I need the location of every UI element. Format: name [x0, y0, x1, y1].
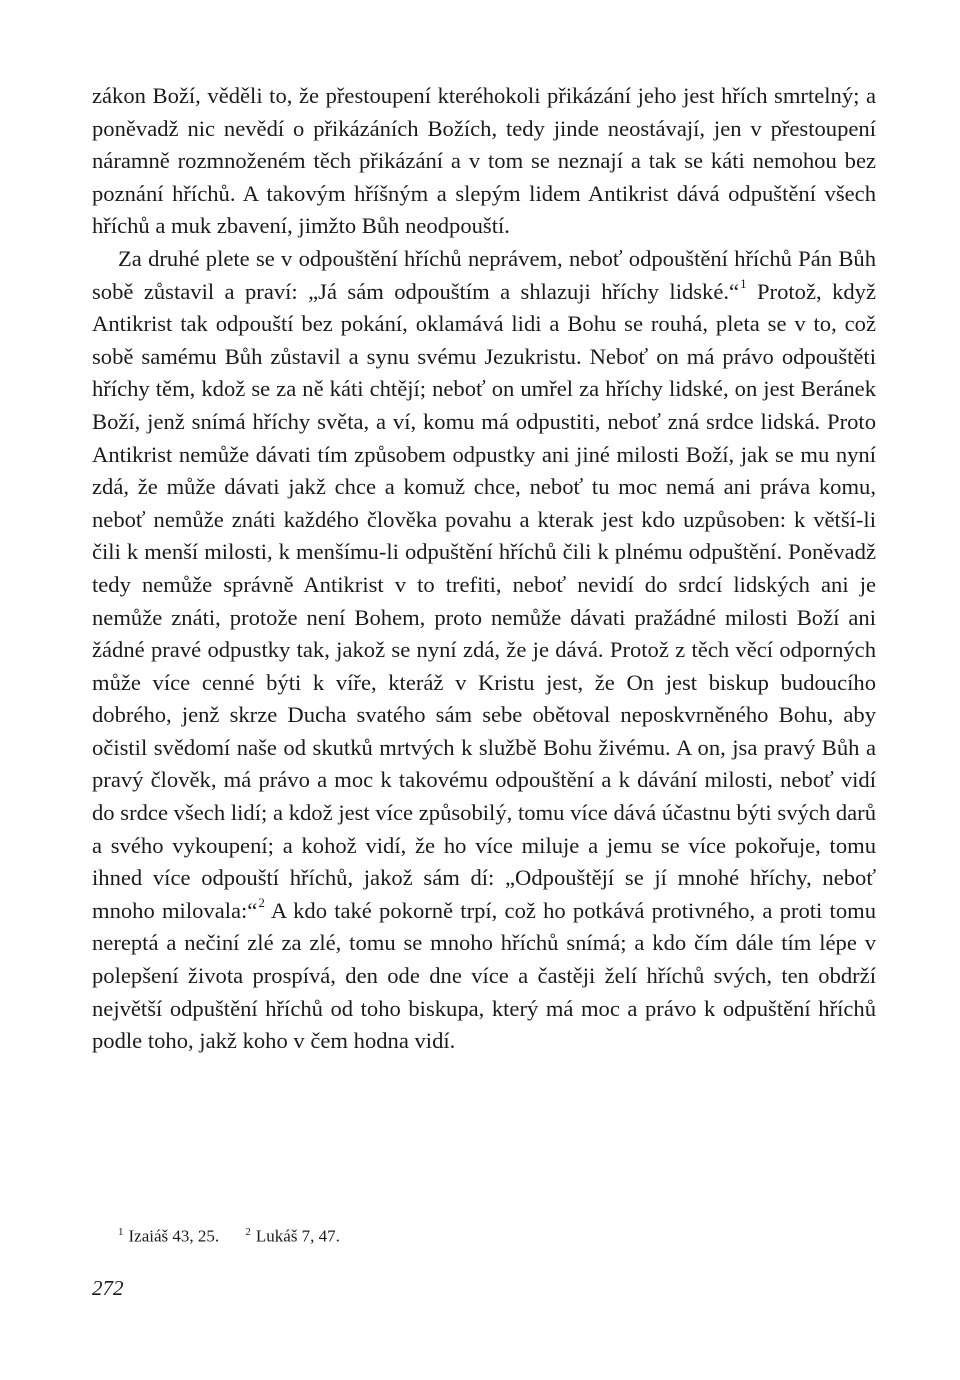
- paragraph-2-text-a: Za druhé plete se v odpouštění hříchů neprávem, neboť odpouštění hříchů Pán Bůh sobě zůstavil a praví: „Já sám odpouštím a shlazuji hříchy lidské.“: [92, 245, 876, 304]
- footnote-2-mark: 2: [245, 1226, 251, 1238]
- paragraph-1: [92, 80, 876, 243]
- footnotes: [118, 1220, 362, 1249]
- footnote-1: [118, 1220, 219, 1249]
- page-number: 272: [92, 1276, 124, 1300]
- footnote-ref-1: 1: [740, 276, 747, 292]
- paragraph-2-text-c: A kdo také pokorně trpí, což ho potkává protivného, a proti tomu nereptá a nečiní zlé za zlé, tomu se mnoho hříchů snímá; a kdo čím dále tím lépe v polepšení života prospívá, den ode dne více a častěji želí hříchů svých, ten obdrží největší odpuštění hříchů od toho biskupa, který má moc a právo k odpuštění hříchů podle toho, jakž koho v čem hodna vidí.: [92, 897, 876, 1054]
- footnote-ref-2: 2: [258, 895, 265, 911]
- footnote-1-text: Izaiáš 43, 25.: [128, 1226, 220, 1246]
- paragraph-2: [92, 243, 876, 1058]
- paragraph-1-text: zákon Boží, věděli to, že přestoupení kteréhokoli přikázání jeho jest hřích smrtelný; a poněvadž nic nevědí o přikázáních Božích, tedy jinde neostávají, jen v přestoupení náramně rozmnoženém těch přikázání a v tom se neznají a tak se káti nemohou bez poznání hříchů. A takovým hříšným a slepým lidem Antikrist dává odpuštění všech hříchů a muk zbavení, jimžto Bůh neodpouští.: [92, 83, 876, 239]
- footnote-2: [245, 1220, 340, 1249]
- footnote-1-mark: 1: [118, 1226, 124, 1238]
- footnote-2-text: Lukáš 7, 47.: [255, 1226, 340, 1246]
- page-body: [92, 80, 876, 1058]
- paragraph-2-text-b: Protož, když Antikrist tak odpouští bez pokání, oklamává lidi a Bohu se rouhá, pleta se v to, což sobě samému Bůh zůstavil a synu svému Jezukristu. Neboť on má právo odpouštěti hříchy těm, kdož se za ně káti chtějí; neboť on umřel za hříchy lidské, on jest Beránek Boží, jenž snímá hříchy světa, a ví, komu má odpustiti, neboť zná srdce lidská. Proto Antikrist nemůže dávati tím způsobem odpustky ani jiné milosti Boží, jak se mu nyní zdá, že může dávati jakž chce a komuž chce, neboť tu moc nemá ani práva komu, neboť nemůže znáti každého člověka povahu a kterak jest kdo uzpůsoben: k větší-li čili k menší milosti, k menšímu-li odpuštění hříchů čili k plnému odpuštění. Poněvadž tedy nemůže správně Antikrist v to trefiti, neboť nevidí do srdcí lidských ani je nemůže znáti, protože není Bohem, proto nemůže dávati pražádné milosti Boží ani žádné pravé odpustky tak, jakož se nyní zdá, že je dává. Protož z těch věcí odporných může více cenné býti k víře, kteráž v Kristu jest, že On jest biskup budoucího dobrého, jenž skrze Ducha svatého sám sebe obětoval neposkvrněného Bohu, aby očistil svědomí naše od skutků mrtvých k službě Bohu živému. A on, jsa pravý Bůh a pravý člověk, má právo a moc k takovému odpouštění a k dávání milosti, neboť vidí do srdce všech lidí; a kdož jest více způsobilý, tomu více dává účastnu býti svých darů a svého vykoupení; a kohož vidí, že ho více miluje a jemu se více pokořuje, tomu ihned více odpouští hříchů, jakož sám dí: „Odpouštějí se jí mnohé hříchy, neboť mnoho milovala:“: [92, 278, 876, 923]
